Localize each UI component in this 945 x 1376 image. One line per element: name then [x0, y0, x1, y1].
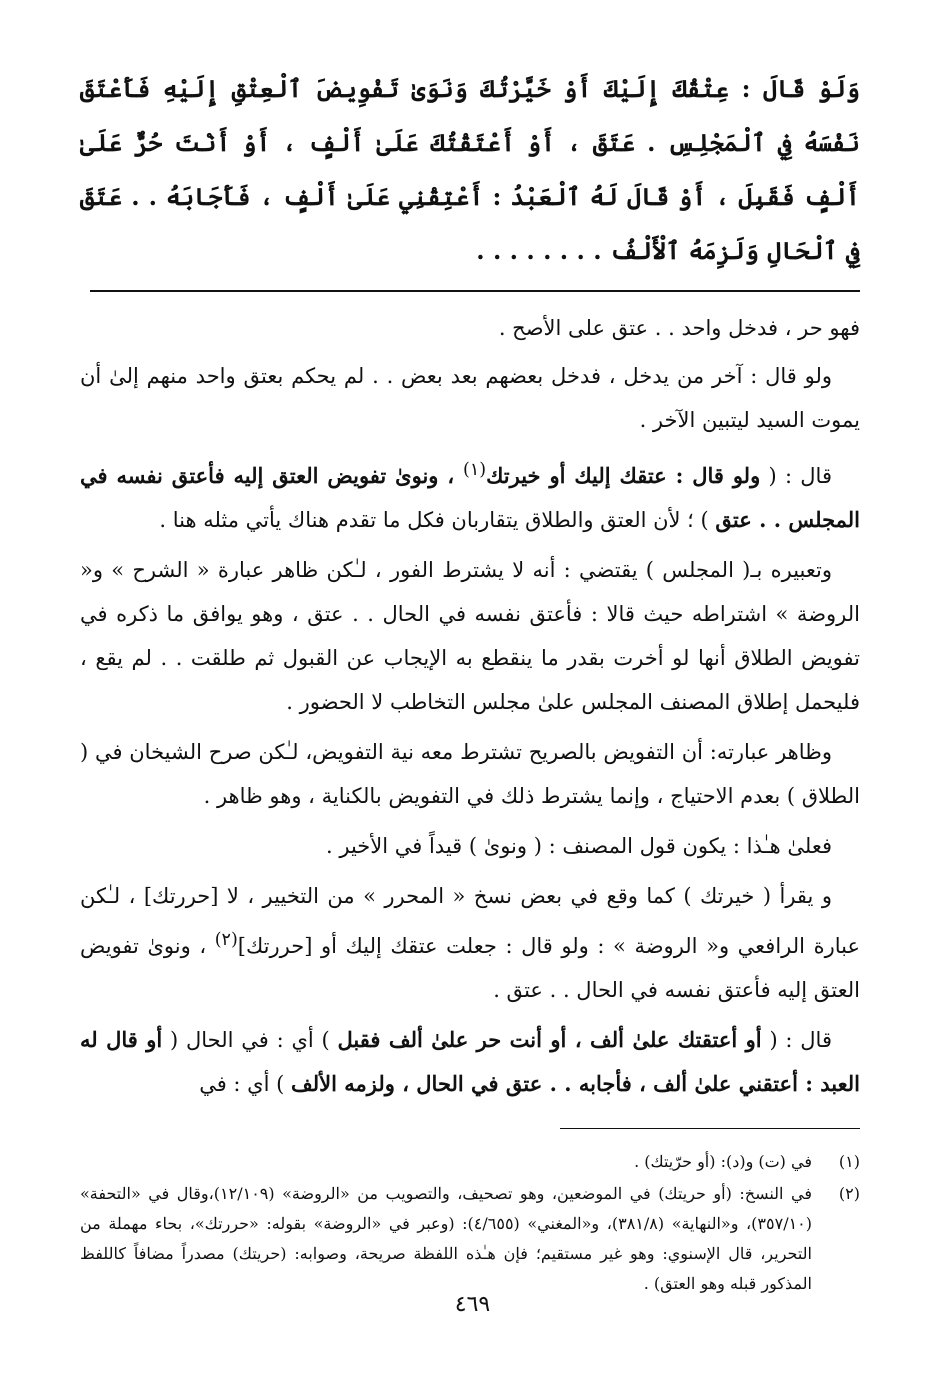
plain-text: ) أي : في الحال ( [162, 1028, 338, 1052]
commentary-paragraph: ولو قال : آخر من يدخل ، فدخل بعضهم بعد بعض . . لم يحكم بعتق واحد منهم إلىٰ أن يموت السيد ليتبين الآخر . [80, 364, 860, 432]
footnote [80, 1179, 860, 1299]
footnote-number: (٢) [838, 1184, 860, 1203]
matn-divider [90, 290, 860, 292]
commentary-paragraph [80, 874, 860, 1012]
matn-quote: أو قال له العبد : أعتقني علىٰ ألف ، فأجابه . . عتق في الحال ، ولزمه الألف [80, 1027, 860, 1096]
page-number: ٤٦٩ [454, 1292, 491, 1317]
plain-text: ، ونوىٰ تفويض العتق إليه فأعتق نفسه في الحال . . عتق . [80, 934, 860, 1002]
plain-text: قال : ( [760, 464, 832, 488]
commentary-paragraph [80, 1018, 860, 1106]
footnote-number: (١) [838, 1152, 860, 1171]
plain-text: ) ؛ لأن العتق والطلاق يتقاربان فكل ما تقدم هناك يأتي مثله هنا . [159, 508, 716, 532]
matn-quote: ، ونوىٰ تفويض العتق إليه فأعتق نفسه في المجلس . . عتق [80, 463, 860, 532]
footnote-text: في (ت) و(د): (أو حرّيتك) . [634, 1152, 812, 1171]
matn-quote: ولو قال : عتقك إليك أو خيرتك [486, 463, 761, 488]
commentary-paragraph: فعلىٰ هـٰذا : يكون قول المصنف : ( ونوىٰ ) قيداً في الأخير . [326, 834, 832, 858]
plain-text: و يقرأ ( خيرتك ) كما وقع في بعض نسخ « المحرر » من التخيير ، لا [حررتك] ، لـٰكن عبارة الرافعي و« الروضة » : ولو قال : جعلت عتقك إليك أو [حررتك] [80, 884, 860, 958]
page-body [80, 62, 860, 1301]
commentary-paragraph: فهو حر ، فدخل واحد . . عتق على الأصح . [498, 316, 860, 340]
matn-text: وَلَوْ قَالَ : عِتْقُكَ إِلَيْكَ أَوْ خَيَّرْتُكَ وَنَوَىٰ تَفْوِيضَ ٱلْعِتْقِ إِلَيْهِ فَأَعْتَقَ نَفْسَهُ فِي ٱلْمَجْلِسِ . عَتَقَ ، أَوْ أَعْتَقْتُكَ عَلَىٰ أَلْفٍ ، أَوْ أَنْتَ حُرٌّ عَلَىٰ أَلْفٍ فَقَبِلَ ، أَوْ قَالَ لَهُ ٱلْعَبْدُ : أَعْتِقْنِي عَلَىٰ أَلْفٍ ، فَأَجَابَهُ . . عَتَقَ فِي ٱلْحَالِ وَلَزِمَهُ ٱلْأَلْفُ . . . . . . . . [80, 74, 860, 265]
footnote-divider [560, 1128, 860, 1129]
commentary [80, 306, 860, 1106]
footnotes [80, 1147, 860, 1299]
plain-text: ) أي : في [199, 1072, 291, 1096]
commentary-paragraph: وظاهر عبارته: أن التفويض بالصريح تشترط معه نية التفويض، لـٰكن صرح الشيخان في ( الطلاق ) بعدم الاحتياج ، وإنما يشترط ذلك في التفويض بالكناية ، وهو ظاهر . [80, 740, 860, 808]
footnote-ref[interactable]: (٢) [214, 930, 238, 950]
plain-text: قال : ( [761, 1028, 832, 1052]
footnote [80, 1147, 860, 1177]
commentary-paragraph [80, 448, 860, 542]
commentary-paragraph: وتعبيره بـ( المجلس ) يقتضي : أنه لا يشترط الفور ، لـٰكن ظاهر عبارة « الشرح » و« الروضة » اشتراطه حيث قالا : فأعتق نفسه في الحال . . عتق ، وهو يوافق ما ذكره في تفويض الطلاق أنها لو أخرت بقدر ما ينقطع به الإيجاب عن القبول ثم طلقت . . لم يقع ، فليحمل إطلاق المصنف المجلس علىٰ مجلس التخاطب لا الحضور . [80, 558, 860, 714]
footnote-text: في النسخ: (أو حريتك) في الموضعين، وهو تصحيف، والتصويب من «الروضة» (١٢/١٠٩)،وقال في «التحفة» (٣٥٧/١٠)، و«النهاية» (٣٨١/٨)، و«المغني» (٤/٦٥٥): (وعبر في «الروضة» بقوله: «حررتك»، بحاء مهملة من التحرير، قال الإسنوي: وهو غير مستقيم؛ فإن هـٰذه اللفظة صريحة، وصوابه: (حريتك) مصدراً مضافاً كاللفظ المذكور قبله وهو العتق) . [80, 1184, 813, 1293]
matn-quote: أو أعتقتك علىٰ ألف ، أو أنت حر علىٰ ألف فقبل [337, 1027, 762, 1052]
footnote-ref[interactable]: (١) [463, 460, 487, 480]
